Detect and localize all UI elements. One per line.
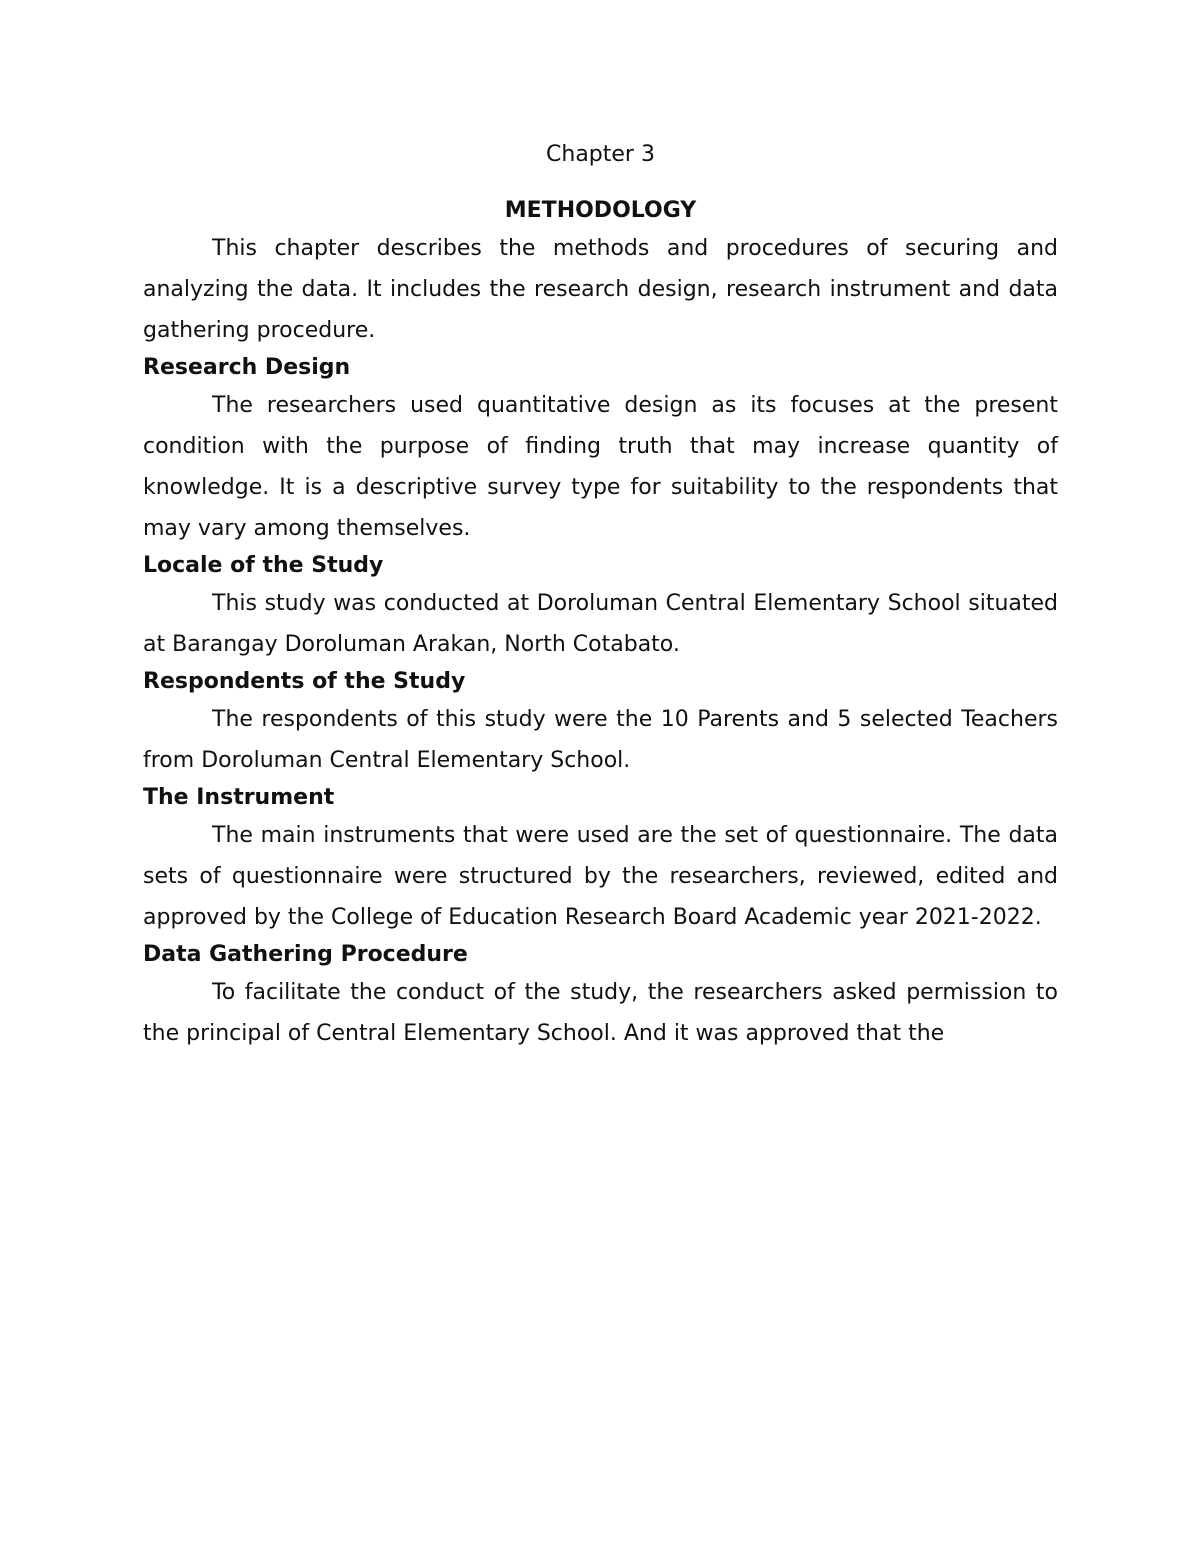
- section-heading-respondents: Respondents of the Study: [143, 669, 466, 694]
- document-page: [143, 138, 1058, 1054]
- intro-paragraph: This chapter describes the methods and procedures of securing and analyzing the data. It includes the research design, research instrument and data gathering procedure.: [143, 236, 1058, 343]
- section-body-data-gathering: To facilitate the conduct of the study, the researchers asked permission to the principal of Central Elementary School. And it was approved that the: [143, 980, 1058, 1046]
- section-heading-locale: Locale of the Study: [143, 553, 384, 578]
- section-heading-research-design: Research Design: [143, 355, 351, 380]
- section-body-locale: This study was conducted at Doroluman Central Elementary School situated at Barangay Doroluman Arakan, North Cotabato.: [143, 591, 1058, 657]
- chapter-label: Chapter 3: [546, 142, 655, 167]
- section-body-instrument: The main instruments that were used are the set of questionnaire. The data sets of questionnaire were structured by the researchers, reviewed, edited and approved by the College of Education Research Board Academic year 2021-2022.: [143, 823, 1058, 930]
- section-heading-instrument: The Instrument: [143, 785, 335, 810]
- section-body-respondents: The respondents of this study were the 10 Parents and 5 selected Teachers from Doroluman Central Elementary School.: [143, 707, 1058, 773]
- section-body-research-design: The researchers used quantitative design as its focuses at the present condition with the purpose of finding truth that may increase quantity of knowledge. It is a descriptive survey type for suitability to the respondents that may vary among themselves.: [143, 393, 1058, 541]
- section-heading-data-gathering: Data Gathering Procedure: [143, 942, 468, 967]
- chapter-title: METHODOLOGY: [504, 198, 697, 223]
